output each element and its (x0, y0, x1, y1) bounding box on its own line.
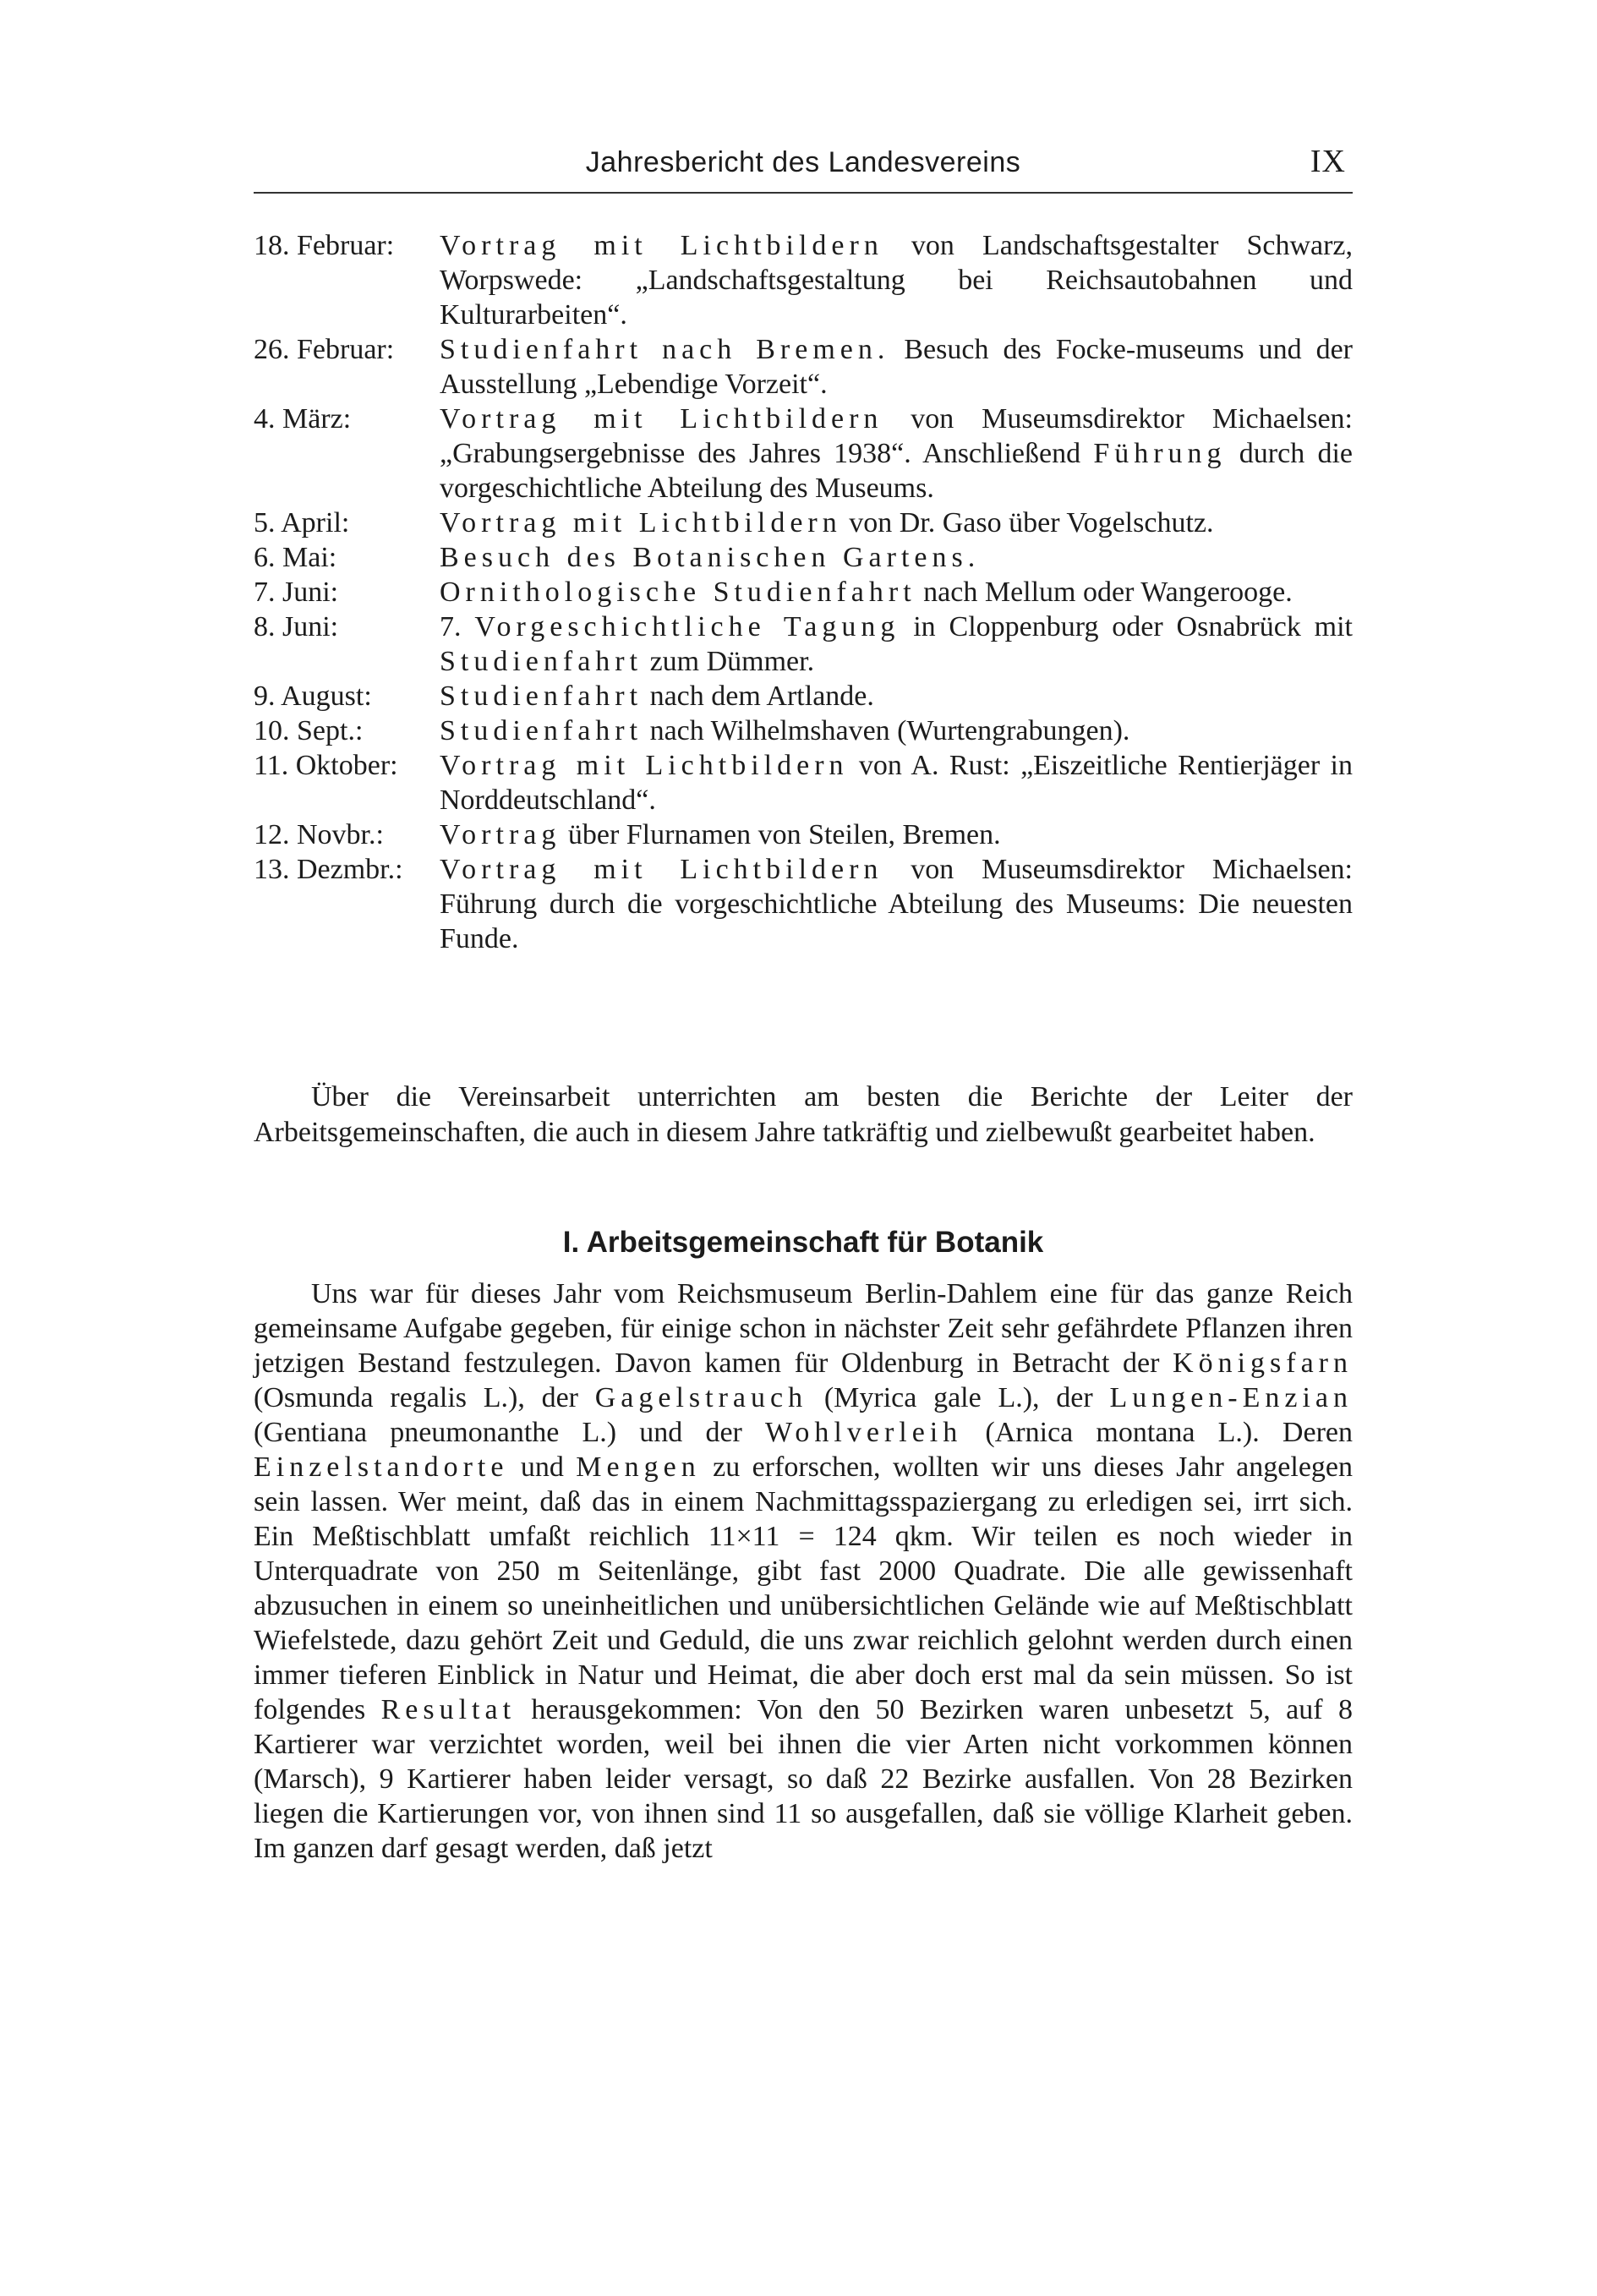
event-description: Vortrag mit Lichtbildern von Dr. Gaso über Vogelschutz. (440, 507, 1214, 538)
event-description: Vortrag über Flurnamen von Steilen, Bremen. (440, 819, 1001, 850)
event-description: Studienfahrt nach dem Artlande. (440, 681, 874, 712)
event-entry (254, 852, 1353, 956)
event-list (254, 228, 1353, 956)
event-date: 11. Oktober: (254, 750, 398, 781)
event-entry (254, 610, 1353, 679)
event-date: 13. Dezmbr.: (254, 854, 403, 885)
event-entry (254, 402, 1353, 506)
event-date: 6. Mai: (254, 542, 337, 573)
event-entry (254, 748, 1353, 817)
intro-paragraph: Über die Vereinsarbeit unterrichten am besten die Berichte der Leiter der Arbeitsgemeinschaften, die auch in diesem Jahre tatkräftig und zielbewußt gearbeitet haben. (254, 1081, 1353, 1148)
event-description: 7. Vorgeschichtliche Tagung in Cloppenburg oder Osnabrück mit Studienfahrt zum Dümmer. (440, 611, 1353, 677)
event-entry (254, 817, 1353, 852)
event-entry (254, 332, 1353, 402)
event-date: 9. August: (254, 681, 372, 712)
event-description: Besuch des Botanischen Gartens. (440, 542, 981, 573)
event-date: 10. Sept.: (254, 715, 364, 746)
event-date: 4. März: (254, 403, 352, 435)
event-description: Studienfahrt nach Wilhelmshaven (Wurtengrabungen). (440, 715, 1130, 746)
event-entry (254, 228, 1353, 332)
event-entry (254, 713, 1353, 748)
event-date: 5. April: (254, 507, 350, 538)
event-description: Vortrag mit Lichtbildern von Museumsdirektor Michaelsen: „Grabungsergebnisse des Jahres 1938“. Anschließend Führung durch die vorgeschichtliche Abteilung des Museums. (440, 403, 1353, 504)
event-date: 8. Juni: (254, 611, 339, 642)
page-header (254, 139, 1353, 194)
section-paragraph: Uns war für dieses Jahr vom Reichsmuseum Berlin-Dahlem eine für das ganze Reich gemeinsame Aufgabe gegeben, für einige schon in nächster Zeit sehr gefährdete Pflanzen ihren jetzigen Bestand festzulegen. Davon kamen für Oldenburg in Betracht der Königsfarn (Osmunda regalis L.), der Gagelstrauch (Myrica gale L.), der Lungen-Enzian (Gentiana pneumonanthe L.) und der Wohlverleih (Arnica montana L.). Deren Einzelstandorte und Mengen zu erforschen, wollten wir uns dieses Jahr angelegen sein lassen. Wer meint, daß das in einem Nachmittagsspaziergang zu erledigen sei, irrt sich. Ein Meßtischblatt umfaßt reichlich 11×11 = 124 qkm. Wir teilen es noch wieder in Unterquadrate von 250 m Seitenlänge, gibt fast 2000 Quadrate. Die alle gewissenhaft abzusuchen in einem so uneinheitlichen und unübersichtlichen Gelände wie auf Meßtischblatt Wiefelstede, dazu gehört Zeit und Geduld, die uns zwar reichlich gelohnt werden durch einen immer tieferen Einblick in Natur und Heimat, die aber doch erst mal da sein müssen. So ist folgendes Resultat herausgekommen: Von den 50 Bezirken waren unbesetzt 5, auf 8 Kartierer war verzichtet worden, weil bei ihnen die vier Arten nicht vorkommen können (Marsch), 9 Kartierer haben leider versagt, so daß 22 Bezirke ausfallen. Von 28 Bezirken liegen die Kartierungen vor, von ihnen sind 11 so ausgefallen, daß sie völlige Klarheit geben. Im ganzen darf gesagt werden, daß jetzt (254, 1278, 1354, 1864)
event-date: 12. Novbr.: (254, 819, 384, 850)
section-heading: I. Arbeitsgemeinschaft für Botanik (562, 1226, 1044, 1259)
event-entry (254, 679, 1353, 713)
event-description: Studienfahrt nach Bremen. Besuch des Focke-museums und der Ausstellung „Lebendige Vorzeit“. (440, 334, 1354, 400)
running-head: Jahresbericht des Landesvereins (585, 146, 1021, 178)
event-date: 7. Juni: (254, 577, 339, 608)
event-date: 18. Februar: (254, 230, 395, 261)
event-entry (254, 540, 1353, 575)
event-entry (254, 575, 1353, 610)
event-description: Vortrag mit Lichtbildern von Museumsdirektor Michaelsen: Führung durch die vorgeschichtliche Abteilung des Museums: Die neuesten Funde. (440, 854, 1353, 954)
page-number: IX (1310, 144, 1346, 179)
event-entry (254, 506, 1353, 540)
event-description: Ornithologische Studienfahrt nach Mellum oder Wangerooge. (440, 577, 1293, 608)
event-date: 26. Februar: (254, 334, 395, 365)
event-description: Vortrag mit Lichtbildern von A. Rust: „Eiszeitliche Rentierjäger in Norddeutschland“. (440, 750, 1353, 816)
event-description: Vortrag mit Lichtbildern von Landschaftsgestalter Schwarz, Worpswede: „Landschaftsgestaltung bei Reichsautobahnen und Kulturarbeiten“. (440, 230, 1354, 331)
